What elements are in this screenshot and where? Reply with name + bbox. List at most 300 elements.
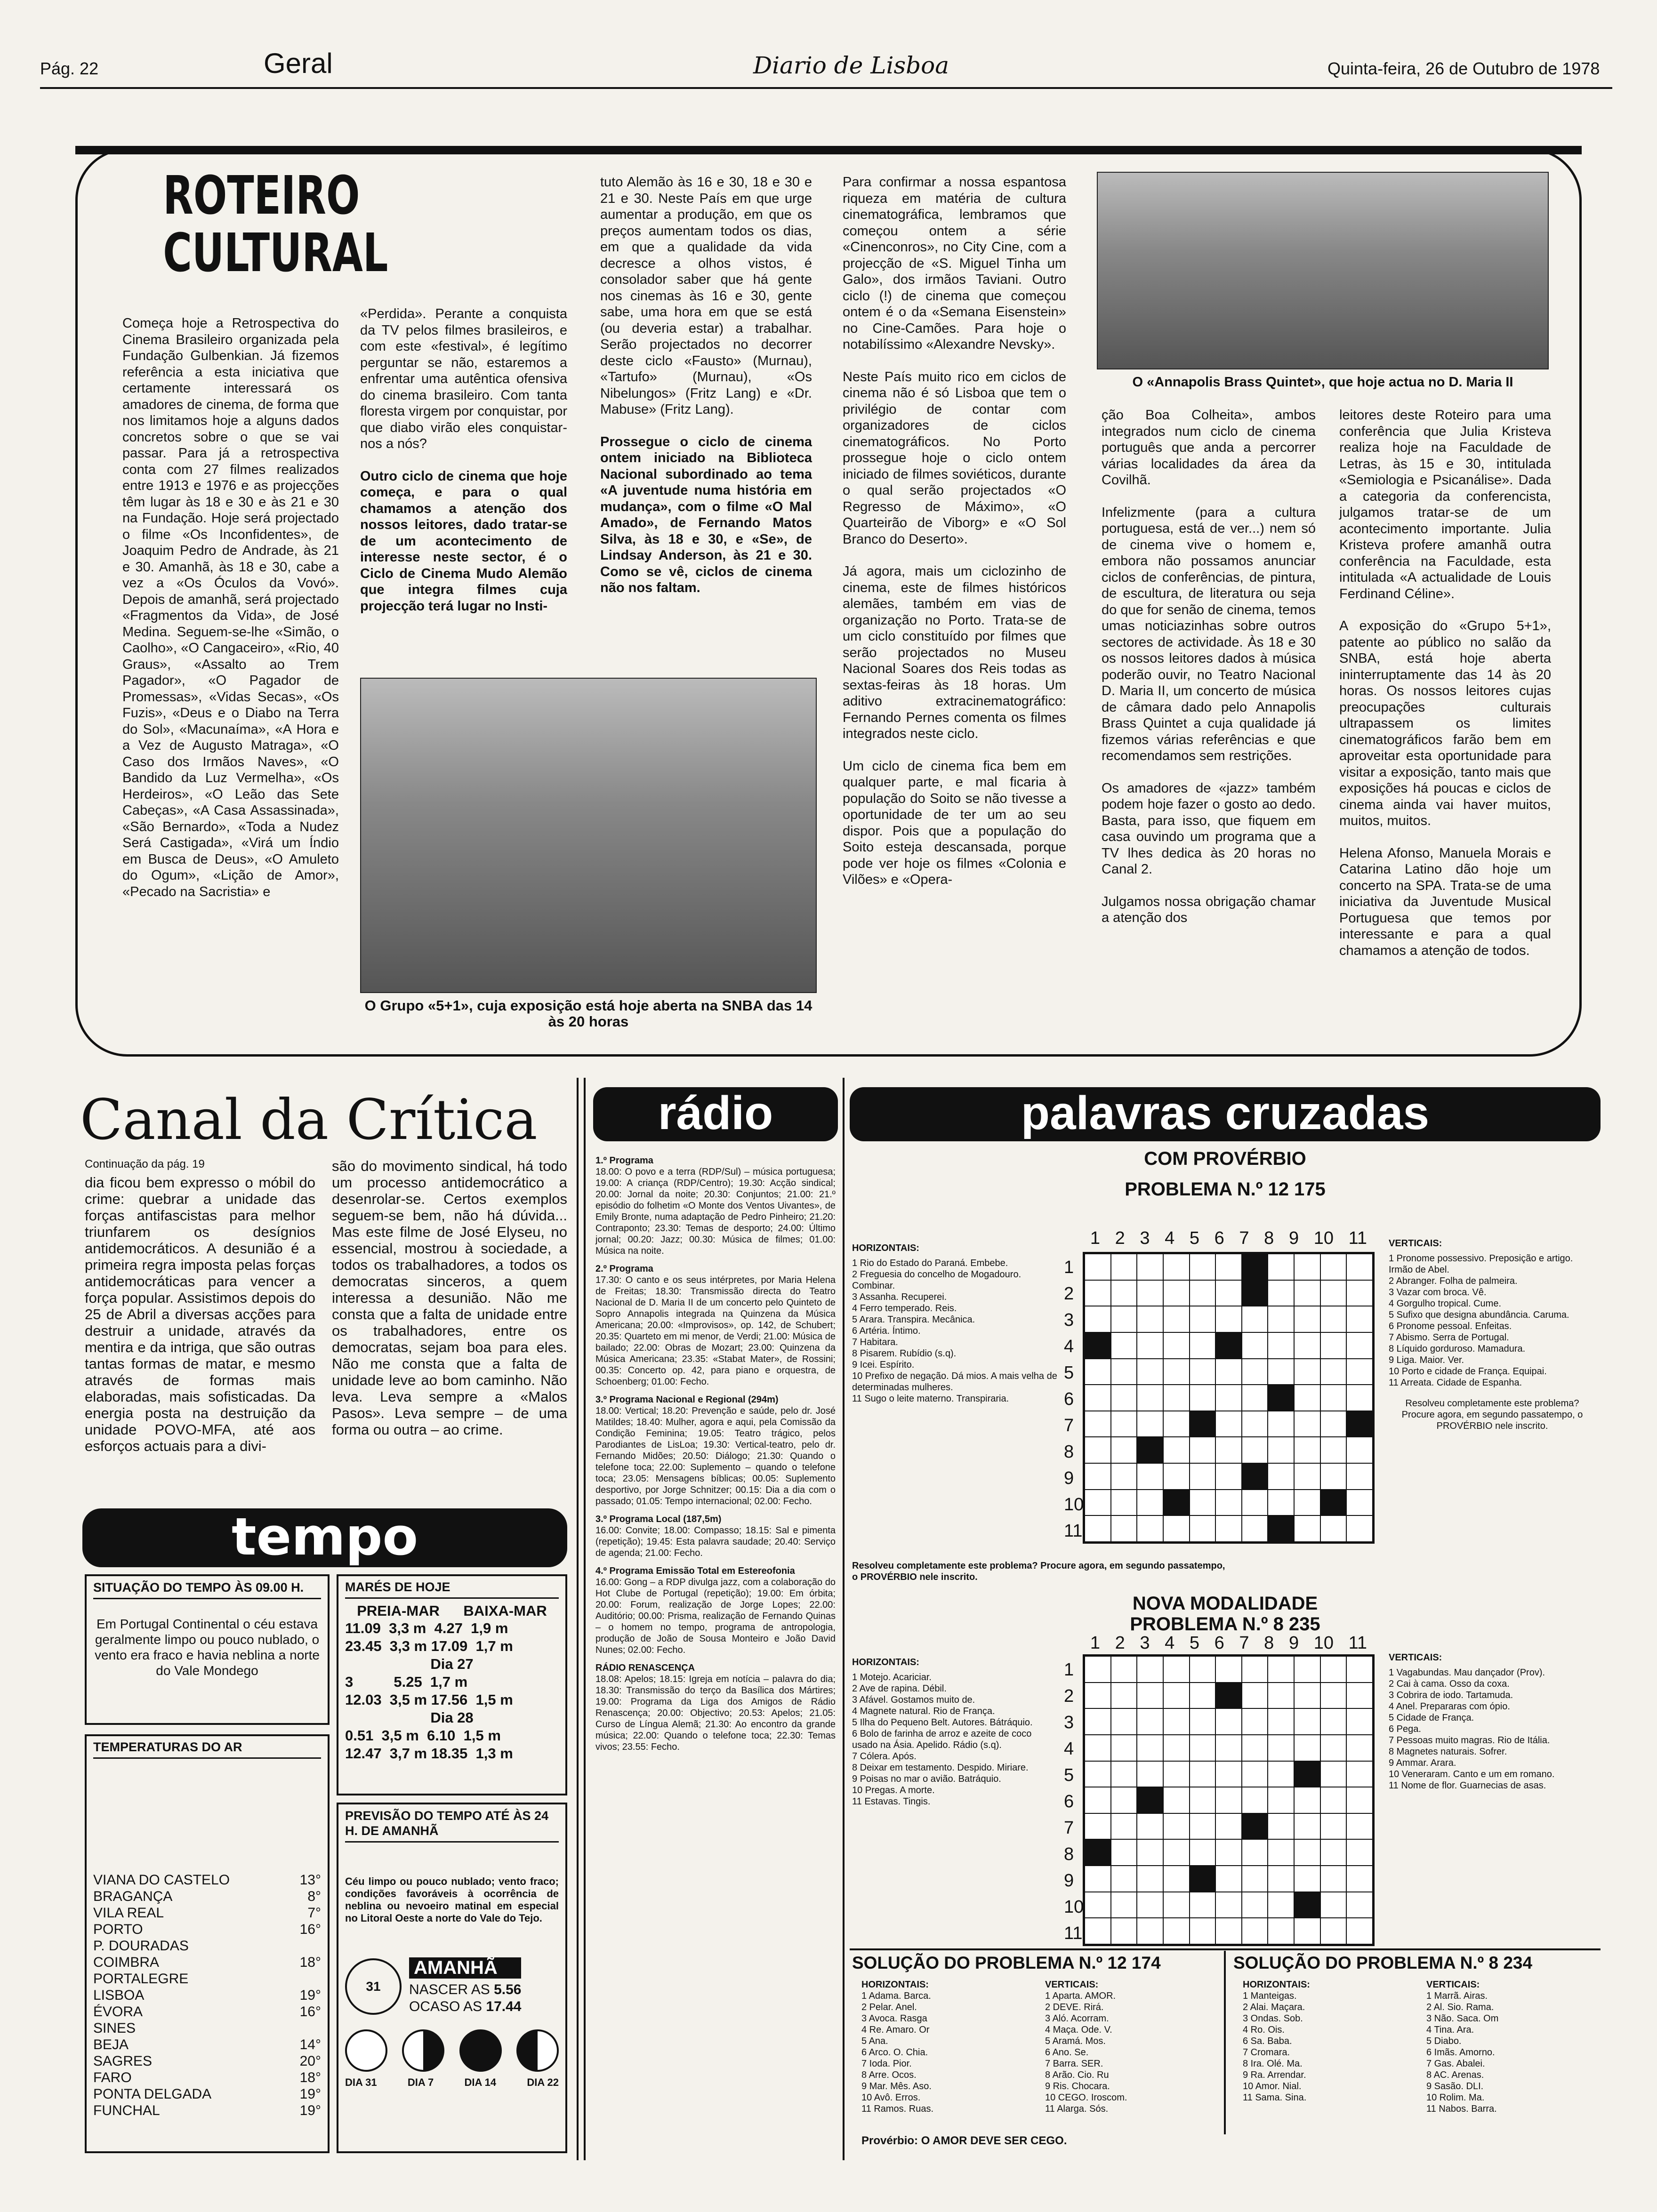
grid-cell[interactable] xyxy=(1215,1708,1242,1735)
clue: 7 Barra. SER. xyxy=(1045,2059,1103,2069)
grid-cell xyxy=(1268,1515,1294,1542)
grid-cell[interactable] xyxy=(1085,1359,1111,1385)
grid-cell[interactable] xyxy=(1320,1813,1347,1840)
grid-cell[interactable] xyxy=(1294,1332,1320,1359)
row-number: 9 xyxy=(1064,1871,1074,1891)
grid-cell[interactable] xyxy=(1346,1787,1373,1813)
grid-cell xyxy=(1215,1332,1242,1359)
p2-vertical-clues: VERTICAIS: 1 Vagabundas. Mau dançador (Prov). 2 Cai à cama. Osso da coxa. 3 Cobrira de iodo. Tartamuda. 4 Anel. Prepararas com ópio. 5 Cidade de França. 6 Pega. 7 Pessoas muito magras. Rio de Itália. 8 Magnetes naturais. Sofrer. 9 Ammar. Arara. 10 Veneraram. Canto e um em romano. 11 Nome de flor. Guarnecias de asas. xyxy=(1389,1652,1596,1791)
grid-cell[interactable] xyxy=(1346,1683,1373,1709)
grid-cell[interactable] xyxy=(1346,1306,1373,1332)
grid-cell[interactable] xyxy=(1320,1656,1347,1683)
grid-cell[interactable] xyxy=(1190,1892,1216,1918)
grid-cell[interactable] xyxy=(1320,1411,1347,1437)
clue: 4 Anel. Prepararas com ópio. xyxy=(1389,1701,1510,1712)
city-name: PORTO xyxy=(93,1922,143,1937)
grid-cell[interactable] xyxy=(1346,1359,1373,1385)
grid-cell[interactable] xyxy=(1085,1892,1111,1918)
grid-cell[interactable] xyxy=(1320,1359,1347,1385)
grid-cell[interactable] xyxy=(1268,1254,1294,1280)
grid-cell[interactable] xyxy=(1085,1280,1111,1306)
p1-proverb-note: Resolveu completamente este problema? Procure agora, em segundo passatempo, o PROVÉRBIO nele inscrito. xyxy=(852,1561,1225,1582)
grid-cell xyxy=(1294,1892,1320,1918)
column-number: 10 xyxy=(1313,1228,1334,1248)
grid-cell[interactable] xyxy=(1163,1787,1190,1813)
grid-cell xyxy=(1242,1463,1268,1490)
temperature-value: 7° xyxy=(307,1905,321,1921)
grid-cell[interactable] xyxy=(1346,1735,1373,1761)
grid-cell[interactable] xyxy=(1111,1437,1137,1463)
city-name: PONTA DELGADA xyxy=(93,2086,212,2102)
grid-cell[interactable] xyxy=(1346,1918,1373,1944)
grid-cell[interactable] xyxy=(1111,1866,1137,1892)
grid-cell[interactable] xyxy=(1111,1683,1137,1709)
grid-cell[interactable] xyxy=(1111,1306,1137,1332)
grid-cell[interactable] xyxy=(1215,1656,1242,1683)
clue: 8 Pisarem. Rubídio (s.q). xyxy=(852,1348,957,1359)
grid-cell[interactable] xyxy=(1137,1306,1163,1332)
crossword-grid-2[interactable] xyxy=(1083,1654,1375,1946)
grid-cell[interactable] xyxy=(1346,1437,1373,1463)
grid-cell[interactable] xyxy=(1111,1813,1137,1840)
radio-section-heading: 2.º Programa xyxy=(595,1264,653,1274)
grid-cell[interactable] xyxy=(1215,1839,1242,1866)
grid-cell[interactable] xyxy=(1190,1839,1216,1866)
grid-cell[interactable] xyxy=(1190,1306,1216,1332)
grid-cell[interactable] xyxy=(1268,1306,1294,1332)
grid-cell[interactable] xyxy=(1111,1708,1137,1735)
solution-2-horizontal: HORIZONTAIS: 1 Manteigas. 2 Alai. Maçara. 3 Ondas. Sob. 4 Ro. Ois. 6 Sa. Baba. 7 Cromara. 8 Ira. Olé. Ma. 9 Ra. Arrendar. 10 Amor. Nial. 11 Sama. Sina. xyxy=(1243,1979,1412,2103)
grid-cell[interactable] xyxy=(1215,1411,1242,1437)
p2-column-numbers xyxy=(1083,1633,1375,1653)
grid-cell[interactable] xyxy=(1346,1515,1373,1542)
grid-cell[interactable] xyxy=(1137,1813,1163,1840)
grid-cell[interactable] xyxy=(1137,1918,1163,1944)
grid-cell[interactable] xyxy=(1137,1708,1163,1735)
grid-cell[interactable] xyxy=(1163,1839,1190,1866)
grid-cell[interactable] xyxy=(1215,1787,1242,1813)
grid-cell[interactable] xyxy=(1242,1656,1268,1683)
grid-cell[interactable] xyxy=(1268,1813,1294,1840)
grid-cell[interactable] xyxy=(1190,1254,1216,1280)
clue: 1 Motejo. Acariciar. xyxy=(852,1672,932,1683)
grid-cell[interactable] xyxy=(1190,1735,1216,1761)
grid-cell[interactable] xyxy=(1294,1280,1320,1306)
grid-cell[interactable] xyxy=(1163,1656,1190,1683)
grid-cell[interactable] xyxy=(1320,1918,1347,1944)
grid-cell[interactable] xyxy=(1163,1411,1190,1437)
grid-cell[interactable] xyxy=(1294,1708,1320,1735)
column-number: 11 xyxy=(1348,1633,1367,1653)
grid-cell[interactable] xyxy=(1190,1683,1216,1709)
clue: 3 Vazar com broca. Vê. xyxy=(1389,1287,1487,1298)
clue: 3 Não. Saca. Om xyxy=(1426,2013,1499,2024)
grid-cell[interactable] xyxy=(1268,1411,1294,1437)
grid-cell[interactable] xyxy=(1215,1813,1242,1840)
grid-cell[interactable] xyxy=(1085,1813,1111,1840)
canal-title: Canal da Crítica xyxy=(80,1087,538,1152)
section-label: Geral xyxy=(264,48,333,79)
column-number: 3 xyxy=(1140,1633,1150,1653)
grid-cell[interactable] xyxy=(1137,1761,1163,1787)
grid-cell[interactable] xyxy=(1137,1839,1163,1866)
grid-cell[interactable] xyxy=(1242,1918,1268,1944)
grid-cell xyxy=(1190,1866,1216,1892)
grid-cell[interactable] xyxy=(1163,1918,1190,1944)
grid-cell[interactable] xyxy=(1085,1866,1111,1892)
grid-cell[interactable] xyxy=(1268,1787,1294,1813)
roteiro-col1: Começa hoje a Retrospectiva do Cinema Brasileiro organizada pela Fundação Gulbenkian. Já fizemos referência a esta iniciativa que certamente interessará os amadores de cinema, de forma que nos limitamos hoje a alguns dados concretos sobre o que se vai passar. Para já a retrospectiva conta com 27 filmes realizados entre 1913 e 1976 e as projecções têm lugar às 18 e 30 e às 21 e 30 na Fundação. Hoje será projectado o filme «Os Inconfidentes», de Joaquim Pedro de Andrade, às 21 e 30. Amanhã, às 18 e 30, cabe a vez a «Os Óculos da Vovó». Depois de amanhã, será projectado «Fragmentos da Vida», de José Medina. Seguem-se-lhe «Simão, o Caolho», «O Cangaceiro», «Rio, 40 Graus», «Assalto ao Trem Pagador», «O Pagador de Promessas», «Vidas Secas», «Os Fuzis», «Deus e o Diabo na Terra do Sol», «Macunaíma», «A Hora e a Vez de Augusto Matraga», «O Caso dos Irmãos Naves», «O Bandido da Luz Vermelha», «Os Herdeiros», «O Leão das Sete Cabeças», «A Casa Assassinada», «São Bernardo», «Toda a Nudez Será Castigada», «Virá um Índio em Busca de Deus», «O Amuleto do Ogum», «Lição de Amor», «Pecado na Sacristia» e xyxy=(122,316,339,899)
grid-cell[interactable] xyxy=(1346,1708,1373,1735)
grid-cell[interactable] xyxy=(1111,1761,1137,1787)
grid-cell[interactable] xyxy=(1085,1490,1111,1516)
grid-cell[interactable] xyxy=(1190,1787,1216,1813)
moon-phases xyxy=(345,2029,559,2072)
temperature-value: 20° xyxy=(299,2053,321,2069)
grid-cell[interactable] xyxy=(1111,1254,1137,1280)
grid-cell[interactable] xyxy=(1085,1437,1111,1463)
grid-cell[interactable] xyxy=(1111,1411,1137,1437)
grid-cell[interactable] xyxy=(1320,1254,1347,1280)
row-number: 6 xyxy=(1064,1389,1074,1409)
grid-cell[interactable] xyxy=(1085,1254,1111,1280)
grid-cell[interactable] xyxy=(1111,1359,1137,1385)
clue: 10 Rolim. Ma. xyxy=(1426,2092,1485,2103)
grid-cell[interactable] xyxy=(1215,1437,1242,1463)
grid-cell[interactable] xyxy=(1085,1411,1111,1437)
city-name: P. DOURADAS xyxy=(93,1938,189,1954)
grid-cell[interactable] xyxy=(1111,1918,1137,1944)
grid-cell[interactable] xyxy=(1190,1280,1216,1306)
grid-cell[interactable] xyxy=(1190,1656,1216,1683)
grid-cell[interactable] xyxy=(1294,1411,1320,1437)
grid-cell xyxy=(1163,1490,1190,1516)
grid-cell[interactable] xyxy=(1163,1254,1190,1280)
grid-cell xyxy=(1085,1332,1111,1359)
grid-cell[interactable] xyxy=(1163,1813,1190,1840)
grid-cell[interactable] xyxy=(1163,1280,1190,1306)
city-name: LISBOA xyxy=(93,1988,145,2003)
grid-cell[interactable] xyxy=(1163,1892,1190,1918)
grid-cell[interactable] xyxy=(1190,1332,1216,1359)
city-name: VILA REAL xyxy=(93,1905,164,1921)
radio-section-text: 16.00: Convite; 18.00: Compasso; 18.15: Sal e pimenta (repetição); 19.45: Esta palavra saudade; 20.40: Serviço de agenda; 21.00: Fecho. xyxy=(595,1525,836,1558)
row-number: 9 xyxy=(1064,1468,1074,1488)
grid-cell[interactable] xyxy=(1320,1437,1347,1463)
palavras-banner: palavras cruzadas xyxy=(850,1087,1601,1141)
grid-cell[interactable] xyxy=(1294,1839,1320,1866)
issue-date: Quinta-feira, 26 de Outubro de 1978 xyxy=(1327,59,1600,78)
grid-cell[interactable] xyxy=(1346,1839,1373,1866)
grid-cell xyxy=(1085,1839,1111,1866)
grid-cell[interactable] xyxy=(1320,1515,1347,1542)
grid-cell[interactable] xyxy=(1294,1437,1320,1463)
grid-cell[interactable] xyxy=(1320,1866,1347,1892)
grid-cell[interactable] xyxy=(1137,1280,1163,1306)
grid-cell[interactable] xyxy=(1242,1787,1268,1813)
grid-cell[interactable] xyxy=(1320,1280,1347,1306)
grid-cell[interactable] xyxy=(1242,1708,1268,1735)
grid-cell[interactable] xyxy=(1111,1892,1137,1918)
grid-cell[interactable] xyxy=(1137,1411,1163,1437)
grid-cell[interactable] xyxy=(1215,1463,1242,1490)
grid-cell[interactable] xyxy=(1320,1306,1347,1332)
grid-cell[interactable] xyxy=(1215,1735,1242,1761)
grid-cell[interactable] xyxy=(1268,1332,1294,1359)
grid-cell[interactable] xyxy=(1163,1761,1190,1787)
grid-cell[interactable] xyxy=(1163,1463,1190,1490)
grid-cell[interactable] xyxy=(1294,1463,1320,1490)
grid-cell[interactable] xyxy=(1163,1683,1190,1709)
grid-cell[interactable] xyxy=(1111,1463,1137,1490)
grid-cell[interactable] xyxy=(1320,1385,1347,1411)
temperature-row xyxy=(93,2069,321,2086)
grid-cell[interactable] xyxy=(1268,1866,1294,1892)
grid-cell[interactable] xyxy=(1163,1332,1190,1359)
grid-cell[interactable] xyxy=(1215,1866,1242,1892)
grid-cell[interactable] xyxy=(1320,1735,1347,1761)
grid-cell[interactable] xyxy=(1242,1332,1268,1359)
grid-cell[interactable] xyxy=(1137,1735,1163,1761)
grid-cell[interactable] xyxy=(1294,1515,1320,1542)
column-number: 2 xyxy=(1115,1633,1125,1653)
clue: 5 Arara. Transpira. Mecânica. xyxy=(852,1314,975,1325)
grid-cell[interactable] xyxy=(1294,1813,1320,1840)
city-name: FUNCHAL xyxy=(93,2103,160,2118)
grid-cell[interactable] xyxy=(1320,1683,1347,1709)
grid-cell[interactable] xyxy=(1137,1332,1163,1359)
grid-cell[interactable] xyxy=(1190,1385,1216,1411)
clue: 2 Ave de rapina. Débil. xyxy=(852,1683,947,1694)
grid-cell[interactable] xyxy=(1163,1515,1190,1542)
clue: 6 Arco. O. Chia. xyxy=(861,2047,928,2058)
grid-cell[interactable] xyxy=(1346,1761,1373,1787)
grid-cell[interactable] xyxy=(1215,1254,1242,1280)
grid-cell[interactable] xyxy=(1294,1490,1320,1516)
grid-cell[interactable] xyxy=(1294,1683,1320,1709)
grid-cell[interactable] xyxy=(1320,1787,1347,1813)
grid-cell[interactable] xyxy=(1163,1359,1190,1385)
grid-cell[interactable] xyxy=(1294,1735,1320,1761)
grid-cell[interactable] xyxy=(1215,1918,1242,1944)
grid-cell[interactable] xyxy=(1085,1787,1111,1813)
grid-cell[interactable] xyxy=(1111,1385,1137,1411)
grid-cell[interactable] xyxy=(1190,1463,1216,1490)
grid-cell[interactable] xyxy=(1268,1463,1294,1490)
grid-cell[interactable] xyxy=(1190,1918,1216,1944)
grid-cell[interactable] xyxy=(1268,1683,1294,1709)
grid-cell[interactable] xyxy=(1190,1813,1216,1840)
grid-cell[interactable] xyxy=(1242,1490,1268,1516)
grid-cell[interactable] xyxy=(1320,1761,1347,1787)
grid-cell xyxy=(1242,1280,1268,1306)
grid-cell[interactable] xyxy=(1085,1735,1111,1761)
grid-cell[interactable] xyxy=(1268,1708,1294,1735)
grid-cell[interactable] xyxy=(1137,1683,1163,1709)
clue: 6 Imãs. Amorno. xyxy=(1426,2047,1495,2058)
grid-cell[interactable] xyxy=(1294,1306,1320,1332)
tide-row: 0.51 3,5 m 6.10 1,5 m xyxy=(345,1727,501,1744)
grid-cell[interactable] xyxy=(1268,1918,1294,1944)
grid-cell[interactable] xyxy=(1294,1787,1320,1813)
temperature-row xyxy=(93,2020,321,2036)
clue: 3 Aló. Acorram. xyxy=(1045,2013,1109,2024)
clue: 2 Freguesia do concelho de Mogadouro. Combinar. xyxy=(852,1269,1022,1291)
row-number: 4 xyxy=(1064,1337,1074,1356)
grid-cell[interactable] xyxy=(1268,1490,1294,1516)
grid-cell[interactable] xyxy=(1268,1761,1294,1787)
row-number: 11 xyxy=(1064,1521,1083,1541)
grid-cell[interactable] xyxy=(1215,1490,1242,1516)
grid-cell[interactable] xyxy=(1268,1437,1294,1463)
clue: 6 Artéria. Íntimo. xyxy=(852,1326,921,1336)
grid-cell[interactable] xyxy=(1346,1892,1373,1918)
grid-cell[interactable] xyxy=(1163,1306,1190,1332)
grid-cell[interactable] xyxy=(1215,1515,1242,1542)
column-number: 7 xyxy=(1239,1228,1249,1248)
grid-cell[interactable] xyxy=(1137,1463,1163,1490)
grid-cell[interactable] xyxy=(1085,1385,1111,1411)
grid-cell[interactable] xyxy=(1085,1306,1111,1332)
grid-cell[interactable] xyxy=(1346,1254,1373,1280)
grid-cell[interactable] xyxy=(1190,1761,1216,1787)
radio-section-text: 18.00: Vertical; 18.20: Prevenção e saúde, pelo dr. José Matildes; 18.40: Mulher, agora e aqui, pela Comissão da Condição Feminina; 19.05: Teatro trágico, pelos Parodiantes de LisLoa; 19.30: Vertical-teatro, pelo dr. Fernando Midões; 20.50: Diálogo; 21.30: Quando o telefone toca; 22.00: Suplemento – quando o telefone toca; 23.05: Mensagens bíblicas; 00.05: Suplemento desportivo, por Jorge Schnitzer; 00.15: Dia a dia com o passado; 01.05: Tempo internacional; 02.00: Fecho. xyxy=(595,1406,836,1507)
grid-cell[interactable] xyxy=(1346,1866,1373,1892)
grid-cell[interactable] xyxy=(1346,1385,1373,1411)
grid-cell[interactable] xyxy=(1242,1839,1268,1866)
grid-cell[interactable] xyxy=(1320,1332,1347,1359)
grid-cell[interactable] xyxy=(1085,1515,1111,1542)
grid-cell[interactable] xyxy=(1215,1385,1242,1411)
grid-cell[interactable] xyxy=(1242,1735,1268,1761)
solution-1-title: SOLUÇÃO DO PROBLEMA N.º 12 174 xyxy=(852,1953,1161,1972)
grid-cell[interactable] xyxy=(1242,1411,1268,1437)
grid-cell[interactable] xyxy=(1346,1332,1373,1359)
grid-cell[interactable] xyxy=(1346,1463,1373,1490)
grid-cell[interactable] xyxy=(1242,1385,1268,1411)
grid-cell[interactable] xyxy=(1137,1385,1163,1411)
column-number: 8 xyxy=(1264,1228,1274,1248)
city-name: BRAGANÇA xyxy=(93,1889,173,1904)
grid-cell[interactable] xyxy=(1085,1656,1111,1683)
grid-cell[interactable] xyxy=(1163,1437,1190,1463)
column-number: 8 xyxy=(1264,1633,1274,1653)
grid-cell[interactable] xyxy=(1190,1515,1216,1542)
grid-cell[interactable] xyxy=(1085,1918,1111,1944)
grid-cell[interactable] xyxy=(1215,1306,1242,1332)
grid-cell[interactable] xyxy=(1163,1708,1190,1735)
grid-cell[interactable] xyxy=(1111,1735,1137,1761)
grid-cell[interactable] xyxy=(1163,1735,1190,1761)
grid-cell[interactable] xyxy=(1320,1463,1347,1490)
clue: 4 Magnete natural. Rio de França. xyxy=(852,1706,995,1716)
city-name: ÉVORA xyxy=(93,2004,143,2020)
row-number: 5 xyxy=(1064,1765,1074,1785)
clue: 5 Diabo. xyxy=(1426,2036,1462,2046)
grid-cell[interactable] xyxy=(1268,1280,1294,1306)
grid-cell[interactable] xyxy=(1111,1515,1137,1542)
grid-cell[interactable] xyxy=(1163,1866,1190,1892)
crossword-grid-1[interactable] xyxy=(1083,1252,1375,1544)
grid-cell[interactable] xyxy=(1242,1359,1268,1385)
grid-cell[interactable] xyxy=(1215,1280,1242,1306)
grid-cell[interactable] xyxy=(1268,1735,1294,1761)
grid-cell[interactable] xyxy=(1346,1490,1373,1516)
grid-cell[interactable] xyxy=(1294,1656,1320,1683)
grid-cell[interactable] xyxy=(1190,1708,1216,1735)
grid-cell[interactable] xyxy=(1346,1280,1373,1306)
grid-cell[interactable] xyxy=(1163,1385,1190,1411)
grid-cell[interactable] xyxy=(1137,1490,1163,1516)
clue: 2 Al. Sio. Rama. xyxy=(1426,2002,1494,2012)
radio-section-heading: RÁDIO RENASCENÇA xyxy=(595,1663,695,1673)
grid-cell[interactable] xyxy=(1346,1656,1373,1683)
grid-cell[interactable] xyxy=(1085,1761,1111,1787)
grid-cell[interactable] xyxy=(1242,1515,1268,1542)
grid-cell[interactable] xyxy=(1242,1761,1268,1787)
grid-cell[interactable] xyxy=(1111,1787,1137,1813)
city-name: PORTALEGRE xyxy=(93,1971,189,1987)
grid-cell[interactable] xyxy=(1242,1866,1268,1892)
city-name: SINES xyxy=(93,2020,136,2036)
grid-cell[interactable] xyxy=(1190,1490,1216,1516)
grid-cell[interactable] xyxy=(1190,1359,1216,1385)
grid-cell[interactable] xyxy=(1111,1656,1137,1683)
grid-cell[interactable] xyxy=(1190,1437,1216,1463)
grid-cell[interactable] xyxy=(1085,1683,1111,1709)
grid-cell[interactable] xyxy=(1111,1490,1137,1516)
column-number: 11 xyxy=(1348,1228,1367,1248)
grid-cell[interactable] xyxy=(1294,1254,1320,1280)
column-number: 4 xyxy=(1165,1228,1175,1248)
grid-cell[interactable] xyxy=(1137,1359,1163,1385)
grid-cell[interactable] xyxy=(1215,1892,1242,1918)
grid-cell[interactable] xyxy=(1320,1708,1347,1735)
roteiro-title: ROTEIRO CULTURAL xyxy=(163,165,388,284)
grid-cell[interactable] xyxy=(1346,1813,1373,1840)
grid-cell[interactable] xyxy=(1215,1761,1242,1787)
grid-cell[interactable] xyxy=(1137,1656,1163,1683)
grid-cell[interactable] xyxy=(1085,1708,1111,1735)
grid-cell[interactable] xyxy=(1137,1892,1163,1918)
grid-cell[interactable] xyxy=(1294,1918,1320,1944)
grid-cell[interactable] xyxy=(1320,1892,1347,1918)
clue: 3 Afável. Gostamos muito de. xyxy=(852,1695,975,1705)
grid-cell[interactable] xyxy=(1137,1254,1163,1280)
grid-cell[interactable] xyxy=(1111,1839,1137,1866)
grid-cell[interactable] xyxy=(1294,1385,1320,1411)
grid-cell[interactable] xyxy=(1085,1463,1111,1490)
grid-cell[interactable] xyxy=(1268,1359,1294,1385)
grid-cell[interactable] xyxy=(1320,1839,1347,1866)
grid-cell[interactable] xyxy=(1137,1866,1163,1892)
grid-cell[interactable] xyxy=(1111,1280,1137,1306)
radio-banner: rádio xyxy=(593,1087,838,1141)
new-moon-icon xyxy=(459,2029,502,2072)
grid-cell[interactable] xyxy=(1268,1892,1294,1918)
grid-cell[interactable] xyxy=(1242,1892,1268,1918)
grid-cell[interactable] xyxy=(1294,1866,1320,1892)
grid-cell[interactable] xyxy=(1268,1839,1294,1866)
grid-cell[interactable] xyxy=(1242,1683,1268,1709)
grid-cell[interactable] xyxy=(1268,1656,1294,1683)
grid-cell[interactable] xyxy=(1242,1306,1268,1332)
grid-cell[interactable] xyxy=(1111,1332,1137,1359)
grid-cell[interactable] xyxy=(1137,1515,1163,1542)
grid-cell[interactable] xyxy=(1242,1437,1268,1463)
grid-cell[interactable] xyxy=(1215,1359,1242,1385)
grid-cell[interactable] xyxy=(1294,1359,1320,1385)
